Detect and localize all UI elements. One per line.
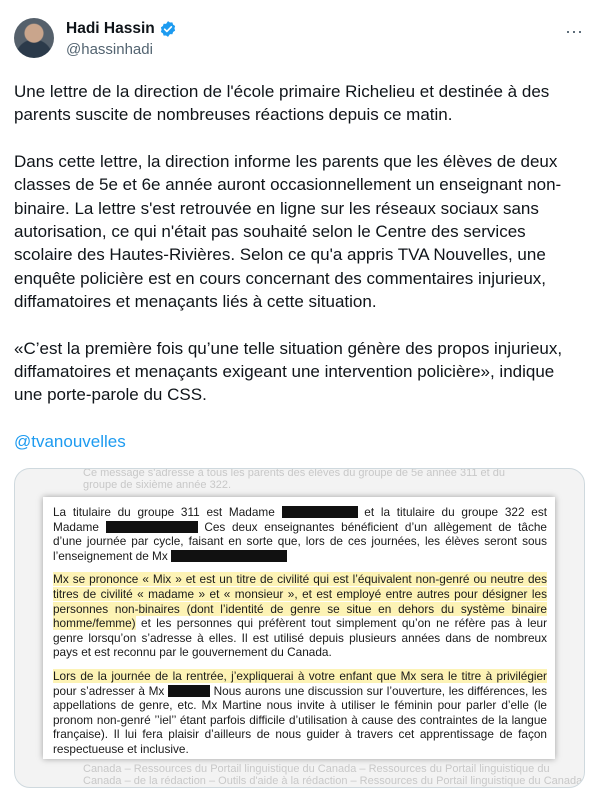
letter-paragraph-1: La titulaire du groupe 311 est Madame et la titulaire du groupe 322 est Madame Ces deux enseignantes bénéficient d’un allègement de tâche d’une journée par cycle, faisant en sorte que, lors de ces journées, les élèves seront sous l’enseignement de Mx [53, 505, 547, 563]
tweet-header [14, 14, 586, 66]
background-text-line: Ce message s'adresse à tous les parents des élèves du groupe de 5e année 311 et du [83, 468, 506, 479]
background-text-line: Canada – de la rédaction – Outils d'aide à la rédaction – Ressources du Portail linguistique du Canada [83, 775, 583, 787]
tweet-paragraph-3: «C’est la première fois qu’une telle situation génère des propos injurieux, diffamatoires et menaçants exigeant une intervention policière», indique une porte-parole du CSS. [14, 338, 563, 405]
letter-paragraph-2: Mx se prononce « Mix » et est un titre de civilité qui est l’équivalent non-genré ou neutre des titres de civilité « madame » et « monsieur », et est employé entre autres pour désigner les personnes non-binaires (dont l’identité de genre se situe en dehors du système binaire homme/femme) et les personnes qui préfèrent tout simplement qu’on ne réfère pas à leur genre lorsqu’on s’adresse à elles. Il est utilisé depuis plusieurs années dans de nombreux pays et est reconnu par le gouvernement du Canada. [53, 572, 547, 660]
redaction-bar [282, 506, 358, 518]
tweet-text [14, 80, 586, 476]
author-display-name[interactable]: Hadi Hassin [66, 20, 155, 37]
highlighted-text: Mx se prononce « Mix » et est un titre de civilité qui est l’équivalent non-genré ou neutre des titres de civilité « madame » et « monsieur », et est employé entre autres pour désigner les personnes non-binaires (dont l’identité de genre se situe en dehors du système binaire homme/femme) [53, 572, 547, 631]
redaction-bar [171, 550, 287, 562]
mention-link[interactable]: @tvanouvelles [14, 431, 126, 451]
tweet-paragraph-2: Dans cette lettre, la direction informe les parents que les élèves de deux classes de 5e et 6e année auront occasionnellement un enseignant non-binaire. La lettre s'est retrouvée en ligne sur les réseaux sociaux sans autorisation, ce qui n'était pas souhaité selon le Centre des services scolaire des Hautes-Rivières. Selon ce qu'a appris TVA Nouvelles, une enquête policière est en cours concernant des commentaires injurieux, diffamatoires et menaçants liés à cette situation. [14, 151, 562, 312]
verified-badge-icon [159, 20, 177, 38]
more-options-icon[interactable]: ⋯ [565, 22, 584, 42]
background-text-line: Canada – Ressources du Portail linguistique du Canada – Ressources du Portail linguistique du [83, 763, 550, 775]
author-info [66, 20, 177, 58]
avatar[interactable] [14, 18, 54, 58]
letter-document [43, 497, 555, 759]
tweet-media-image[interactable] [14, 468, 585, 788]
background-text-line: groupe de sixième année 322. [83, 479, 231, 491]
redaction-bar [106, 521, 198, 533]
letter-paragraph-3: Lors de la journée de la rentrée, j’expliquerai à votre enfant que Mx sera le titre à privilégier pour s’adresser à Mx Nous aurons une discussion sur l’ouverture, les différences, les appellations de genre, etc. Mx Martine nous invite à utiliser le féminin pour parler d’elle (le pronom non-genré ’’iel’’ étant parfois difficile d’utilisation à cause des contraintes de la langue française). Il lui fera plaisir d’ailleurs de nous guider à travers cet apprentissage de façon respectueuse et inclusive. [53, 668, 547, 756]
author-handle[interactable]: @hassinhadi [66, 41, 153, 58]
redaction-bar [168, 685, 210, 697]
highlighted-text: Lors de la journée de la rentrée, j’expliquerai à votre enfant que Mx sera le titre à privilégier [53, 668, 547, 683]
tweet-paragraph-1: Une lettre de la direction de l'école primaire Richelieu et destinée à des parents suscite de nombreuses réactions depuis ce matin. [14, 82, 550, 125]
